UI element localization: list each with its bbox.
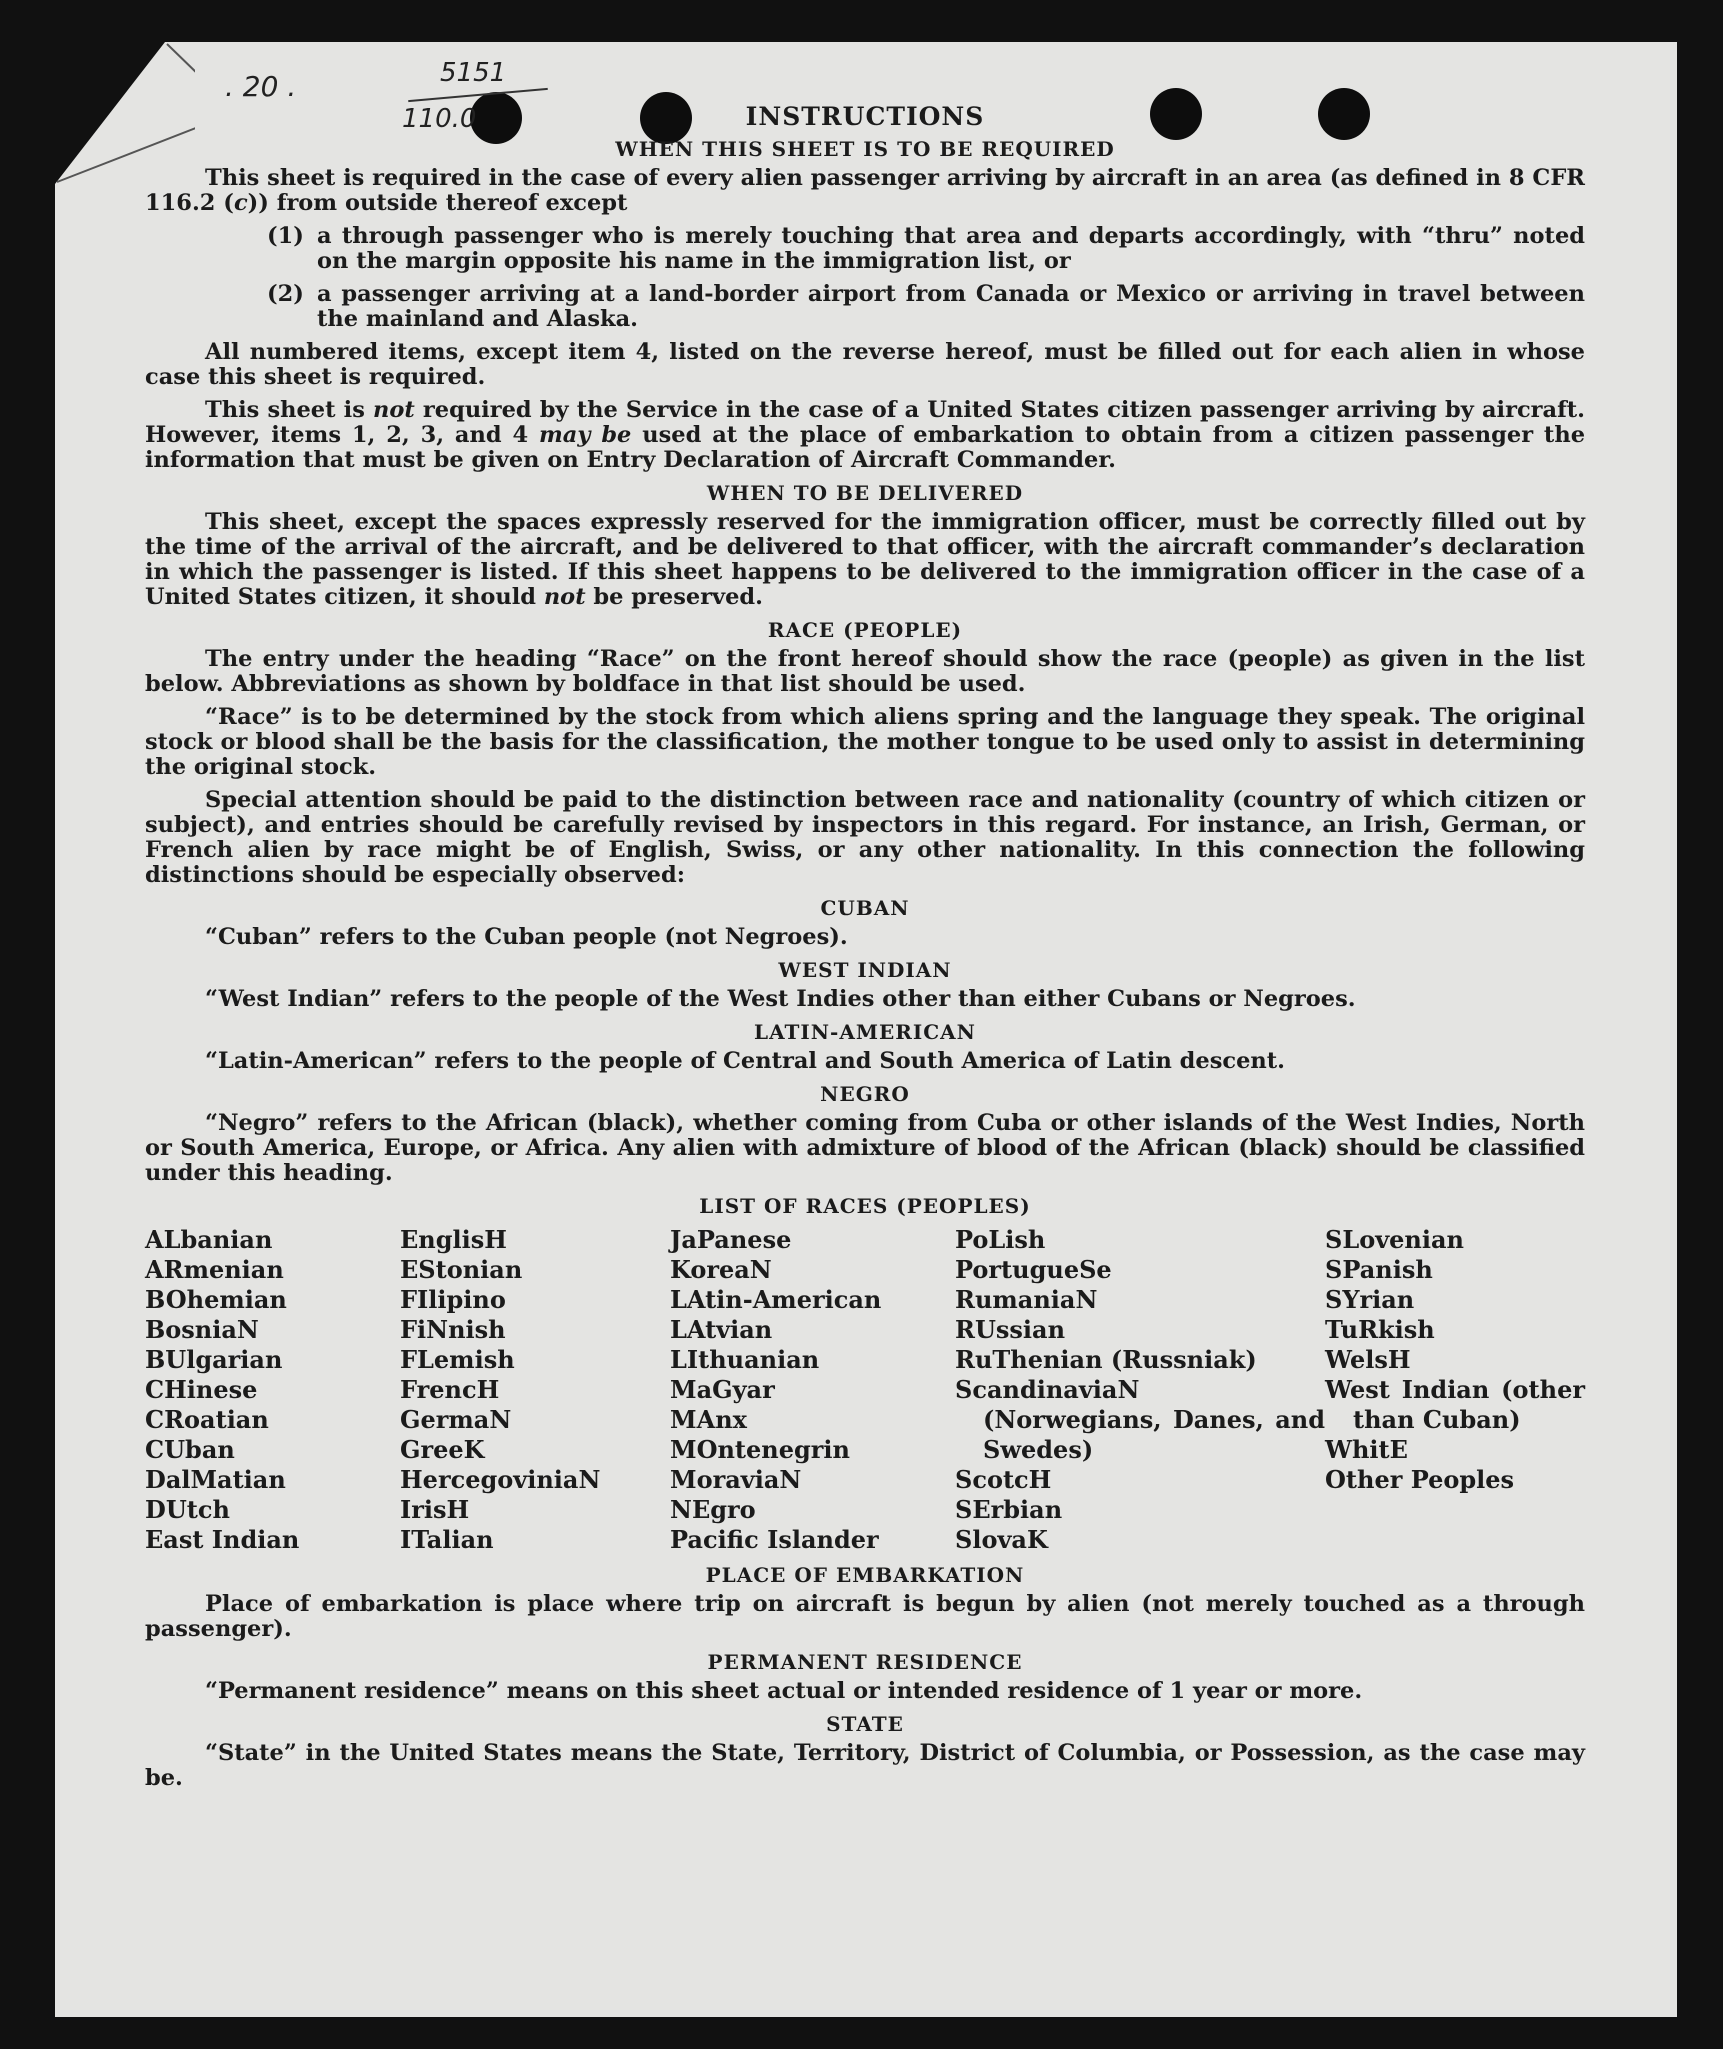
race-entry: Other Peoples — [1325, 1465, 1515, 1494]
race-entry: LIthuanian — [670, 1345, 820, 1374]
races-column — [670, 1225, 955, 1555]
race-entry: MoraviaN — [670, 1465, 802, 1494]
race-entry: BOhemian — [145, 1285, 287, 1314]
race-entry: RumaniaN — [955, 1285, 1098, 1314]
race-entry: SPanish — [1325, 1255, 1433, 1284]
race-entry: PoLish — [955, 1225, 1046, 1254]
section-heading: PERMANENT RESIDENCE — [707, 1650, 1023, 1674]
paragraph: This sheet is required in the case of every alien passenger arriving by aircraft in an area (as defined in 8 CFR 116.2 (c)) from outside thereof except — [145, 165, 1585, 216]
paragraph: This sheet, except the spaces expressly reserved for the immigration officer, must be correctly filled out by the time of the arrival of the aircraft, and be delivered to that officer, with the aircraft commander’s declaration in which the passenger is listed. If this sheet happens to be delivered to the immigration officer in the case of a United States citizen, it should not be preserved. — [145, 509, 1585, 610]
race-entry: ARmenian — [145, 1255, 284, 1284]
races-column — [1325, 1225, 1585, 1555]
race-entry: SlovaK — [955, 1525, 1048, 1554]
race-entry: WelsH — [1325, 1345, 1411, 1374]
race-entry: Pacific Islander — [670, 1525, 879, 1554]
handwritten-mark: 110.0 — [402, 104, 477, 134]
race-entry: MOntenegrin — [670, 1435, 850, 1464]
races-column — [955, 1225, 1325, 1555]
races-column — [400, 1225, 670, 1555]
race-entry: RuThenian (Russniak) — [955, 1345, 1257, 1374]
race-entry: WhitE — [1325, 1435, 1408, 1464]
paragraph: The entry under the heading “Race” on the front hereof should show the race (people) as given in the list below. Abbreviations as shown by boldface in that list should be used. — [145, 646, 1585, 697]
race-entry: TuRkish — [1325, 1315, 1435, 1344]
section-heading: RACE (PEOPLE) — [767, 618, 963, 642]
race-entry: PortugueSe — [955, 1255, 1112, 1284]
race-entry: ScotcH — [955, 1465, 1052, 1494]
handwritten-mark: . 20 . — [225, 70, 297, 103]
race-entry: ScandinaviaN (Norwegians, Danes, and Swedes) — [955, 1375, 1325, 1464]
handwritten-mark: 5151 — [440, 58, 507, 88]
race-entry: MAnx — [670, 1405, 747, 1434]
race-entry: FiNnish — [400, 1315, 506, 1344]
race-entry: ITalian — [400, 1525, 494, 1554]
paragraph: Special attention should be paid to the distinction between race and nationality (country of which citizen or subject), and entries should be carefully revised by inspectors in this regard. For instance, an Irish, German, or French alien by race might be of English, Swiss, or any other nationality. In this connection the following distinctions should be especially observed: — [145, 787, 1585, 888]
race-entry: ALbanian — [145, 1225, 273, 1254]
race-entry: LAtin-American — [670, 1285, 882, 1314]
section-heading: WEST INDIAN — [778, 958, 952, 982]
paragraph: “Cuban” refers to the Cuban people (not Negroes). — [205, 924, 848, 950]
section-heading: LIST OF RACES (PEOPLES) — [699, 1194, 1031, 1218]
race-entry: DalMatian — [145, 1465, 286, 1494]
page-title: INSTRUCTIONS — [745, 102, 985, 131]
paragraph: “West Indian” refers to the people of the West Indies other than either Cubans or Negroes. — [205, 986, 1356, 1012]
section-heading: NEGRO — [820, 1082, 910, 1106]
race-entry: JaPanese — [670, 1225, 792, 1254]
race-entry: CUban — [145, 1435, 235, 1464]
section-heading: STATE — [826, 1712, 904, 1736]
race-entry: FrencH — [400, 1375, 500, 1404]
race-entry: GreeK — [400, 1435, 485, 1464]
section-heading: LATIN-AMERICAN — [754, 1020, 976, 1044]
races-column — [145, 1225, 400, 1555]
paragraph: This sheet is not required by the Service in the case of a United States citizen passenger arriving by aircraft. However, items 1, 2, 3, and 4 may be used at the place of embarkation to obtain from a citizen passenger the information that must be given on Entry Declaration of Aircraft Commander. — [145, 397, 1586, 473]
paragraph: All numbered items, except item 4, listed on the reverse hereof, must be filled out for each alien in whose case this sheet is required. — [145, 339, 1585, 390]
race-entry: SYrian — [1325, 1285, 1415, 1314]
paragraph: Place of embarkation is place where trip on aircraft is begun by alien (not merely touched as a through passenger). — [145, 1591, 1585, 1642]
exception-item: (1) a through passenger who is merely touching that area and departs accordingly, with “thru” noted on the margin opposite his name in the immigration list, or — [267, 223, 1585, 274]
race-entry: DUtch — [145, 1495, 230, 1524]
race-entry: NEgro — [670, 1495, 756, 1524]
race-entry: IrisH — [400, 1495, 470, 1524]
race-entry: EStonian — [400, 1255, 523, 1284]
race-entry: East Indian — [145, 1525, 300, 1554]
race-entry: MaGyar — [670, 1375, 775, 1404]
paragraph: “Negro” refers to the African (black), whether coming from Cuba or other islands of the West Indies, North or South America, Europe, or Africa. Any alien with admixture of blood of the African (black) should be classified under this heading. — [145, 1110, 1585, 1186]
race-entry: HercegoviniaN — [400, 1465, 601, 1494]
race-entry: FLemish — [400, 1345, 515, 1374]
instructions-body — [145, 100, 1585, 1799]
race-entry: GermaN — [400, 1405, 512, 1434]
race-entry: FIlipino — [400, 1285, 506, 1314]
race-entry: West Indian (other than Cuban) — [1325, 1375, 1585, 1434]
race-entry: BUlgarian — [145, 1345, 283, 1374]
race-entry: LAtvian — [670, 1315, 773, 1344]
race-entry: SErbian — [955, 1495, 1063, 1524]
section-heading: CUBAN — [820, 896, 910, 920]
section-heading: WHEN TO BE DELIVERED — [706, 481, 1024, 505]
paragraph: “State” in the United States means the State, Territory, District of Columbia, or Possession, as the case may be. — [145, 1740, 1585, 1791]
paragraph: “Permanent residence” means on this sheet actual or intended residence of 1 year or more. — [205, 1678, 1363, 1704]
race-entry: CHinese — [145, 1375, 258, 1404]
section-heading: WHEN THIS SHEET IS TO BE REQUIRED — [615, 137, 1115, 161]
paragraph: “Latin-American” refers to the people of Central and South America of Latin descent. — [205, 1048, 1285, 1074]
paragraph: “Race” is to be determined by the stock from which aliens spring and the language they speak. The original stock or blood shall be the basis for the classification, the mother tongue to be used only to assist in determining the original stock. — [145, 704, 1585, 780]
exception-item: (2) a passenger arriving at a land-border airport from Canada or Mexico or arriving in travel between the mainland and Alaska. — [267, 281, 1585, 332]
race-entry: SLovenian — [1325, 1225, 1464, 1254]
races-list — [145, 1225, 1585, 1555]
race-entry: EnglisH — [400, 1225, 507, 1254]
race-entry: KoreaN — [670, 1255, 772, 1284]
race-entry: CRoatian — [145, 1405, 269, 1434]
race-entry: RUssian — [955, 1315, 1066, 1344]
section-heading: PLACE OF EMBARKATION — [705, 1563, 1025, 1587]
race-entry: BosniaN — [145, 1315, 259, 1344]
